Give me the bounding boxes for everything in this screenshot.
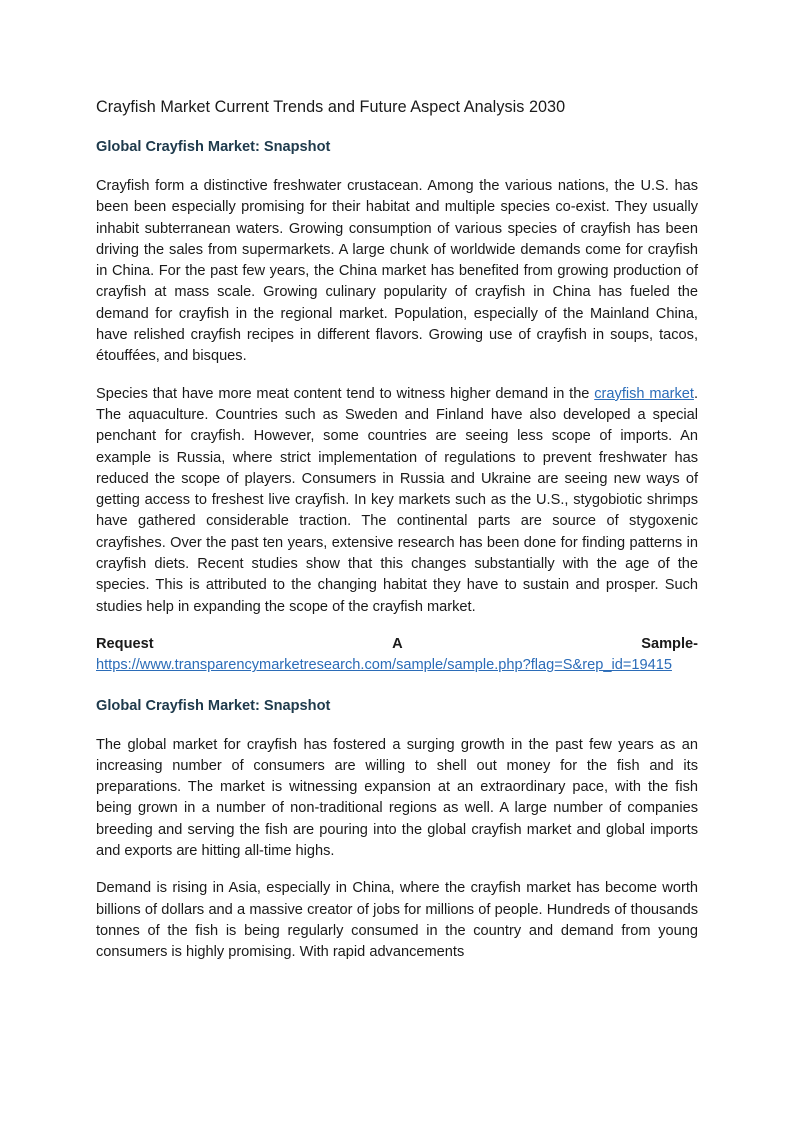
paragraph-species	[96, 384, 698, 618]
document-page	[96, 96, 698, 980]
document-title: Crayfish Market Current Trends and Future Aspect Analysis 2030	[96, 98, 566, 116]
request-sample-label	[96, 634, 698, 655]
section-heading-snapshot-2: Global Crayfish Market: Snapshot	[96, 697, 331, 714]
sample-word: Sample-	[641, 635, 698, 652]
paragraph-asia-demand: Demand is rising in Asia, especially in China, where the crayfish market has become worth billions of dollars and a massive creator of jobs for millions of people. Hundreds of thousands tonnes of the fish is being regularly consumed in the country and demand from young consumers is highly promising. With rapid advancements	[96, 880, 698, 961]
sample-url-link[interactable]: https://www.transparencymarketresearch.com/sample/sample.php?flag=S&rep_id=19415	[96, 657, 672, 674]
section-heading-snapshot-1: Global Crayfish Market: Snapshot	[96, 139, 331, 155]
paragraph-global-market: The global market for crayfish has fostered a surging growth in the past few years as an increasing number of consumers are willing to shell out money for the fish and its preparations. The market is witnessing expansion at an extraordinary pace, with the fish being grown in a number of non-traditional regions as well. A large number of companies breeding and serving the fish are pouring into the global crayfish market and global imports and exports are hitting all-time highs.	[96, 736, 698, 860]
request-word: Request	[96, 635, 154, 652]
a-word: A	[392, 635, 403, 652]
crayfish-market-link[interactable]: crayfish market	[594, 385, 694, 402]
request-sample-block	[96, 634, 698, 677]
paragraph-species-text-before: Species that have more meat content tend to witness higher demand in the	[96, 385, 595, 402]
paragraph-intro: Crayfish form a distinctive freshwater crustacean. Among the various nations, the U.S. has been been especially promising for their habitat and multiple species co-exist. They usually inhabit subterranean waters. Growing consumption of various species of crayfish has been driving the sales from supermarkets. A large chunk of worldwide demands come for crayfish in China. For the past few years, the China market has benefited from growing production of crayfish at mass scale. Growing culinary popularity of crayfish in China has fueled the demand for crayfish in the regional market. Population, especially of the Mainland China, have relished crayfish recipes in different flavors. Growing use of crayfish in soups, tacos, étouffées, and bisques.	[96, 178, 698, 365]
paragraph-species-text-after: . The aquaculture. Countries such as Sweden and Finland have also developed a special penchant for crayfish. However, some countries are seeing less scope of imports. An example is Russia, where strict implementation of regulations to prevent freshwater has reduced the scope of players. Consumers in Russia and Ukraine are seeing new ways of getting access to freshest live crayfish. In key markets such as the U.S., stygobiotic shrimps have gathered considerable traction. The continental parts are source of stygoxenic crayfishes. Over the past ten years, extensive research has been done for finding patterns in crayfish diets. Recent studies show that this changes substantially with the age of the species. This is attributed to the changing habitat they have to sustain and prosper. Such studies help in expanding the scope of the crayfish market.	[96, 385, 699, 615]
